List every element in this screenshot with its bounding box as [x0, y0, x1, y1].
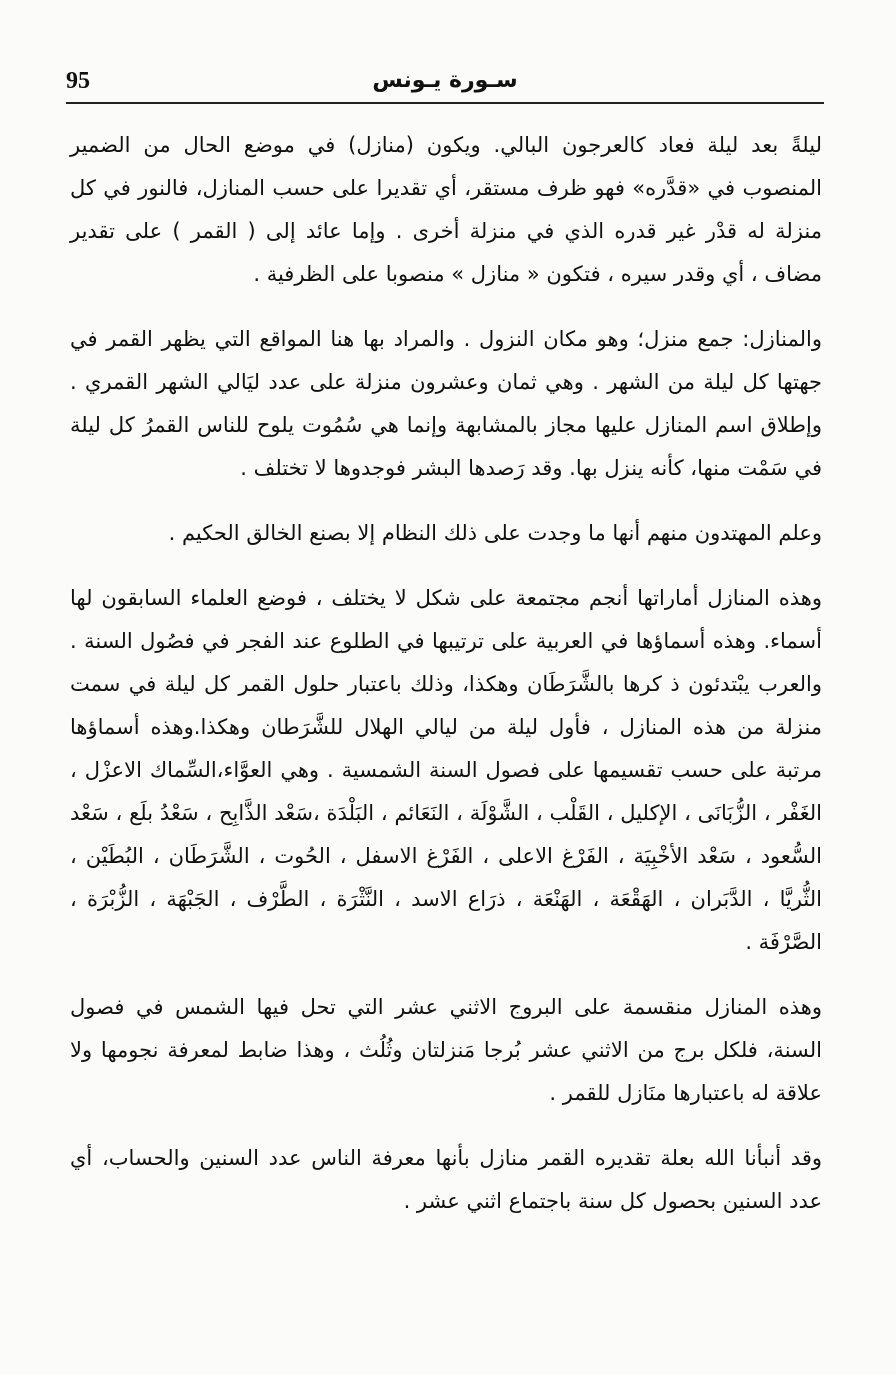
- paragraph-3: وعلم المهتدون منهم أنها ما وجدت على ذلك النظام إلا بصنع الخالق الحكيم .: [168, 521, 822, 545]
- paragraph-4: وهذه المنازل أماراتها أنجم مجتمعة على شكل لا يختلف ، فوضع العلماء السابقون لها أسماء. وهذه أسماؤها في العربية على ترتيبها في الطلوع عند الفجر في فصُول السنة . والعرب يبْتدئون ذ كرها بالشَّرَطَان وهكذا، وذلك باعتبار حلول القمر كل ليلة في سمت منزلة من هذه المنازل ، فأول ليلة من ليالي الهلال للشَّرَطان وهكذا.وهذه أسماؤها مرتبة على حسب تقسيمها على فصول السنة الشمسية . وهي العوَّاء،السِّماك الاعزْل ، الغَفْر ، الزُّبَانَى ، الإكليل ، القَلْب ، الشَّوْلَة ، النَعَائم ، البَلْدَة ،سَعْد الذَّابِح ، سَعْدُ بلَع ، سَعْد السُّعود ، سَعْد الأخْبِيَة ، الفَرْغ الاعلى ، الفَرْغ الاسفل ، الحُوت ، الشَّرَطَان ، البُطَيْن ، الثُّريَّا ، الدَّبَران ، الهَقْعَة ، الهَنْعَة ، ذرَاع الاسد ، النَّثْرَة ، الطَّرْف ، الجَبْهَة ، الزُّبْرَة ، الصَّرْفَة .: [70, 586, 822, 954]
- paragraph-2: والمنازل: جمع منزل؛ وهو مكان النزول . والمراد بها هنا المواقع التي يظهر القمر في جهتها كل ليلة من الشهر . وهي ثمان وعشرون منزلة على عدد ليَالي الشهر القمري . وإطلاق اسم المنازل عليها مجاز بالمشابهة وإنما هي سُمُوت يلوح للناس القمرُ كل ليلة في سَمْت منها، كأنه ينزل بها. وقد رَصدها البشر فوجدوها لا تختلف .: [70, 327, 822, 480]
- running-title: سـورة يـونس: [372, 68, 518, 93]
- body-text: [70, 124, 822, 1245]
- paragraph-1: ليلةً بعد ليلة فعاد كالعرجون البالي. ويكون (منازل) في موضع الحال من الضمير المنصوب في «قدَّره» فهو ظرف مستقر، أي تقديرا على حسب المنازل، فالنور في كل منزلة له قدْر غير قدره الذي في منزلة أخرى . وإما عائد إلى ( القمر ) على تقدير مضاف ، أي وقدر سيره ، فتكون « منازل » منصوبا على الظرفية .: [70, 133, 822, 286]
- page-number: 95: [66, 68, 90, 94]
- page-header: [66, 62, 824, 104]
- paragraph-6: وقد أنبأنا الله بعلة تقديره القمر منازل بأنها معرفة الناس عدد السنين والحساب، أي عدد السنين بحصول كل سنة باجتماع اثني عشر .: [70, 1146, 822, 1213]
- paragraph-5: وهذه المنازل منقسمة على البروج الاثني عشر التي تحل فيها الشمس في فصول السنة، فلكل برج من الاثني عشر بُرجا مَنزلتان وثُلُث ، وهذا ضابط لمعرفة نجومها ولا علاقة له باعتبارها منَازل للقمر .: [70, 995, 822, 1105]
